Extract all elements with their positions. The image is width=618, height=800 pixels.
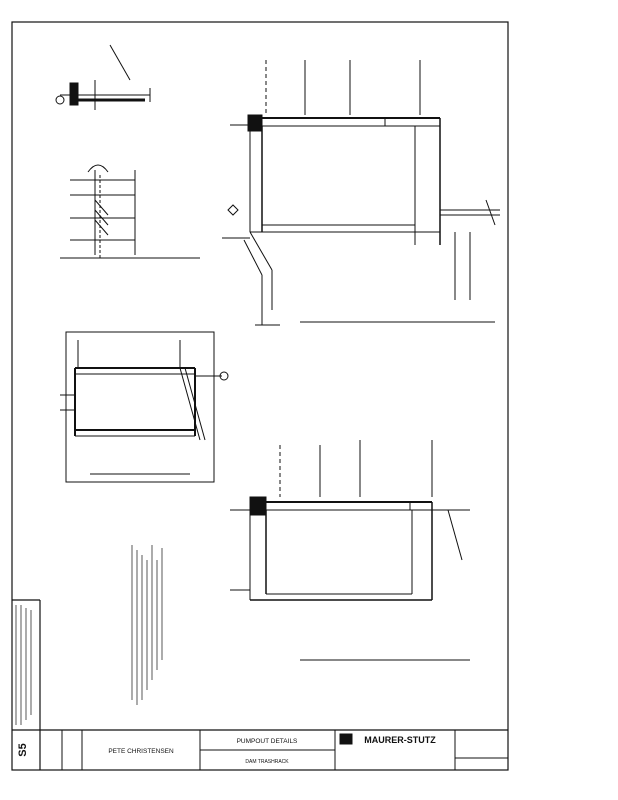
client-name: PETE CHRISTENSEN: [108, 748, 174, 755]
sheet-title: PUMPOUT DETAILS: [236, 738, 298, 745]
sheet-subtitle: DAM TRASHRACK: [245, 759, 289, 765]
detail-top-left: [56, 45, 150, 110]
sheet-border: [12, 22, 508, 770]
sheet-number: S5: [17, 743, 29, 757]
detail-middle-left: [60, 332, 228, 482]
notes-lines: [16, 545, 162, 725]
firm-name: MAURER-STUTZ: [364, 735, 436, 745]
detail-section-left: [60, 165, 200, 258]
section-lower-right: [230, 440, 470, 660]
section-upper-right: [222, 60, 500, 325]
